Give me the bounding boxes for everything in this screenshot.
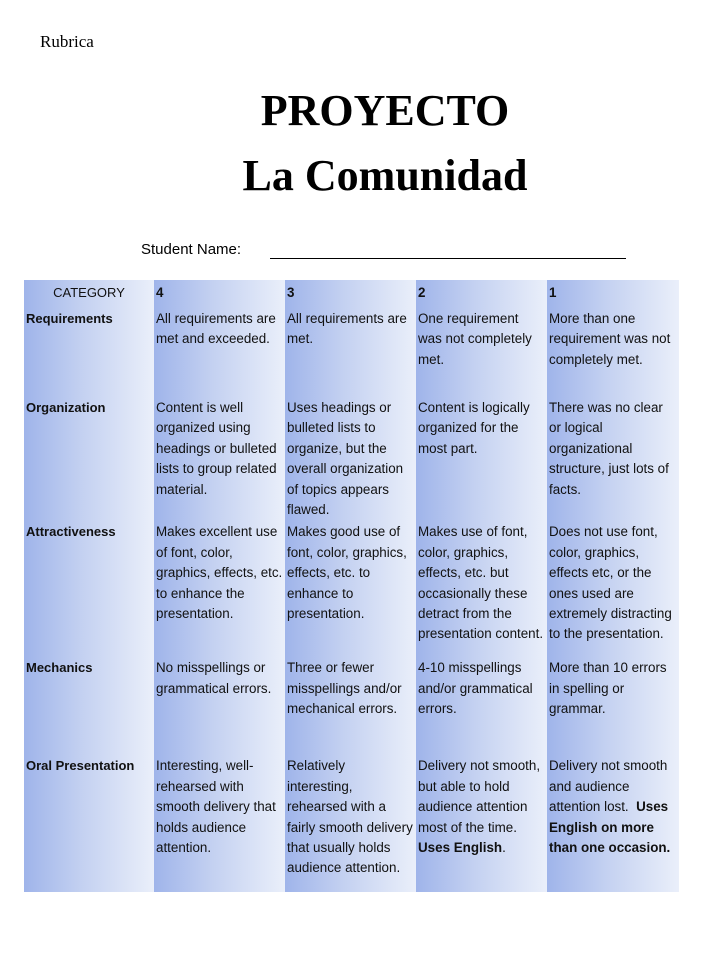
category-cell: Mechanics [24,656,154,754]
table-row [24,396,679,520]
header-score-3: 3 [285,280,416,307]
student-name-label: Student Name: [141,241,242,258]
table-row [24,656,679,754]
header-category: CATEGORY [24,280,154,307]
score-2-cell: Makes use of font, color, graphics, effects, etc. but occasionally these detract from the presentation content. [416,520,547,656]
table-row [24,754,679,892]
score-1-bold-text: Uses English on more than one occasion. [549,799,671,856]
score-3-cell: Makes good use of font, color, graphics, effects, etc. to enhance to presentation. [285,520,416,656]
table-row [24,307,679,396]
category-cell: Oral Presentation [24,754,154,892]
header-score-1: 1 [547,280,679,307]
table-header-row [24,280,679,307]
header-score-4: 4 [154,280,285,307]
score-1-cell [547,754,679,892]
score-3-cell: Three or fewer misspellings and/or mechanical errors. [285,656,416,754]
category-cell: Requirements [24,307,154,396]
score-4-cell: Content is well organized using headings or bulleted lists to group related material. [154,396,285,520]
table-row [24,520,679,656]
score-4-cell: All requirements are met and exceeded. [154,307,285,396]
score-4-cell: Makes excellent use of font, color, graphics, effects, etc. to enhance the presentation. [154,520,285,656]
score-3-cell: Relatively interesting, rehearsed with a fairly smooth delivery that usually holds audience attention. [285,754,416,892]
score-2-cell: 4-10 misspellings and/or grammatical errors. [416,656,547,754]
score-1-cell: There was no clear or logical organizational structure, just lots of facts. [547,396,679,520]
score-1-cell: More than 10 errors in spelling or grammar. [547,656,679,754]
score-2-text: Delivery not smooth, but able to hold audience attention most of the time. [418,758,541,835]
score-3-cell: All requirements are met. [285,307,416,396]
category-cell: Organization [24,396,154,520]
score-2-cell: One requirement was not completely met. [416,307,547,396]
student-name-line [270,258,626,259]
score-1-cell: More than one requirement was not completely met. [547,307,679,396]
category-cell: Attractiveness [24,520,154,656]
rubrica-label: Rubrica [40,32,94,51]
page-title: PROYECTO [260,86,510,135]
page-subtitle: La Comunidad [242,151,528,200]
score-4-cell: Interesting, well-rehearsed with smooth delivery that holds audience attention. [154,754,285,892]
score-4-cell: No misspellings or grammatical errors. [154,656,285,754]
score-2-cell [416,754,547,892]
score-1-cell: Does not use font, color, graphics, effects etc, or the ones used are extremely distracting to the presentation. [547,520,679,656]
score-1-text: Delivery not smooth and audience attention lost. [549,758,668,815]
score-2-cell: Content is logically organized for the most part. [416,396,547,520]
rubric-table [24,280,679,892]
score-3-cell: Uses headings or bulleted lists to organize, but the overall organization of topics appears flawed. [285,396,416,520]
score-2-bold-text: Uses English [418,840,503,856]
score-2-tail: . [502,840,506,856]
header-score-2: 2 [416,280,547,307]
